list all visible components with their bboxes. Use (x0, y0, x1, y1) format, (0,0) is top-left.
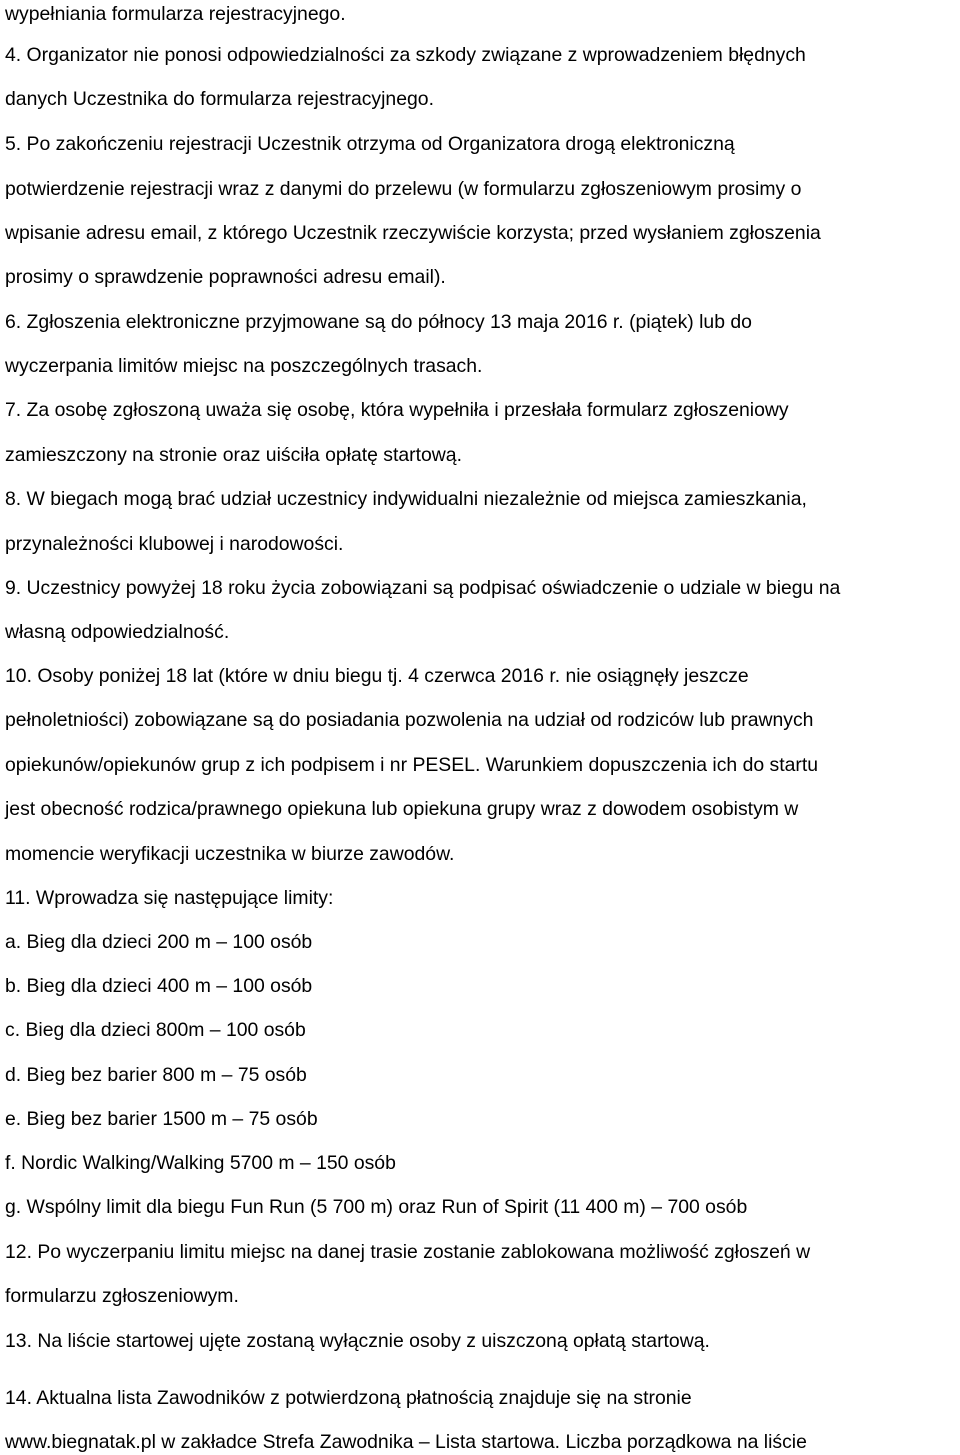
text-line: 8. W biegach mogą brać udział uczestnicy indywidualni niezależnie od miejsca zamieszkania, (5, 488, 807, 510)
text-line: 14. Aktualna lista Zawodników z potwierdzoną płatnością znajduje się na stronie (5, 1387, 692, 1409)
text-line: wyczerpania limitów miejsc na poszczególnych trasach. (5, 355, 483, 377)
text-line: zamieszczony na stronie oraz uiściła opłatę startową. (5, 444, 462, 466)
text-line: 4. Organizator nie ponosi odpowiedzialności za szkody związane z wprowadzeniem błędnych (5, 44, 806, 66)
text-line: d. Bieg bez barier 800 m – 75 osób (5, 1064, 307, 1086)
text-line: pełnoletniości) zobowiązane są do posiadania pozwolenia na udział od rodziców lub prawnych (5, 709, 814, 731)
text-line: wpisanie adresu email, z którego Uczestnik rzeczywiście korzysta; przed wysłaniem zgłoszenia (5, 222, 821, 244)
text-line: 5. Po zakończeniu rejestracji Uczestnik otrzyma od Organizatora drogą elektroniczną (5, 133, 735, 155)
text-line: 12. Po wyczerpaniu limitu miejsc na danej trasie zostanie zablokowana możliwość zgłoszeń w (5, 1241, 811, 1263)
text-line: e. Bieg bez barier 1500 m – 75 osób (5, 1108, 318, 1130)
text-line: własną odpowiedzialność. (5, 621, 230, 643)
text-line: f. Nordic Walking/Walking 5700 m – 150 osób (5, 1152, 396, 1174)
text-line: 6. Zgłoszenia elektroniczne przyjmowane są do północy 13 maja 2016 r. (piątek) lub do (5, 311, 752, 333)
text-line: www.biegnatak.pl w zakładce Strefa Zawodnika – Lista startowa. Liczba porządkowa na liście (5, 1431, 807, 1453)
text-line: przynależności klubowej i narodowości. (5, 533, 344, 555)
text-line: formularzu zgłoszeniowym. (5, 1285, 239, 1307)
text-line: opiekunów/opiekunów grup z ich podpisem i nr PESEL. Warunkiem dopuszczenia ich do startu (5, 754, 819, 776)
text-line: wypełniania formularza rejestracyjnego. (5, 3, 346, 25)
text-line: 11. Wprowadza się następujące limity: (5, 887, 334, 909)
text-line: momencie weryfikacji uczestnika w biurze zawodów. (5, 843, 455, 865)
text-line: c. Bieg dla dzieci 800m – 100 osób (5, 1019, 306, 1041)
text-line: danych Uczestnika do formularza rejestracyjnego. (5, 88, 434, 110)
text-line: jest obecność rodzica/prawnego opiekuna lub opiekuna grupy wraz z dowodem osobistym w (5, 798, 799, 820)
text-line: prosimy o sprawdzenie poprawności adresu email). (5, 266, 446, 288)
text-line: 10. Osoby poniżej 18 lat (które w dniu biegu tj. 4 czerwca 2016 r. nie osiągnęły jeszcze (5, 665, 749, 687)
text-line: a. Bieg dla dzieci 200 m – 100 osób (5, 931, 313, 953)
text-line: 7. Za osobę zgłoszoną uważa się osobę, która wypełniła i przesłała formularz zgłoszeniowy (5, 399, 789, 421)
text-line: g. Wspólny limit dla biegu Fun Run (5 700 m) oraz Run of Spirit (11 400 m) – 700 osób (5, 1196, 748, 1218)
text-line: 9. Uczestnicy powyżej 18 roku życia zobowiązani są podpisać oświadczenie o udziale w biegu na (5, 577, 841, 599)
text-line: b. Bieg dla dzieci 400 m – 100 osób (5, 975, 313, 997)
text-line: potwierdzenie rejestracji wraz z danymi do przelewu (w formularzu zgłoszeniowym prosimy o (5, 178, 802, 200)
text-line: 13. Na liście startowej ujęte zostaną wyłącznie osoby z uiszczoną opłatą startową. (5, 1330, 710, 1352)
